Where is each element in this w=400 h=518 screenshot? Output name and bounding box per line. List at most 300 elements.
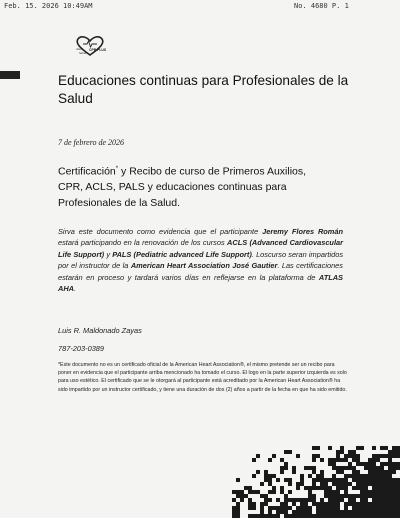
pattern-cell	[360, 502, 364, 506]
pattern-cell	[388, 502, 392, 506]
pattern-cell	[260, 514, 264, 518]
pattern-cell	[364, 486, 368, 490]
pattern-cell	[344, 486, 348, 490]
pattern-cell	[312, 478, 316, 482]
pattern-cell	[336, 482, 340, 486]
pattern-cell	[324, 490, 328, 494]
pattern-cell	[340, 494, 344, 498]
pattern-cell	[288, 514, 292, 518]
pattern-cell	[328, 446, 332, 450]
cert-title-part1: Certificación	[58, 165, 116, 178]
pattern-cell	[368, 502, 372, 506]
pattern-cell	[360, 498, 364, 502]
pattern-cell	[392, 446, 396, 450]
pattern-cell	[380, 466, 384, 470]
pattern-cell	[360, 474, 364, 478]
pattern-cell	[396, 478, 400, 482]
pattern-cell	[344, 502, 348, 506]
pattern-cell	[384, 494, 388, 498]
pattern-cell	[396, 510, 400, 514]
decorative-checker-pattern	[232, 446, 400, 518]
pattern-cell	[324, 514, 328, 518]
pattern-cell	[376, 470, 380, 474]
pattern-cell	[296, 486, 300, 490]
footnote-marker: *	[115, 166, 119, 172]
pattern-cell	[308, 466, 312, 470]
pattern-cell	[292, 514, 296, 518]
pattern-cell	[384, 498, 388, 502]
heart-logo-icon	[70, 33, 110, 61]
pattern-cell	[280, 486, 284, 490]
pattern-cell	[380, 502, 384, 506]
pattern-cell	[284, 498, 288, 502]
pattern-cell	[380, 514, 384, 518]
instructor-name: American Heart Association José Gautier	[130, 261, 278, 271]
pattern-cell	[232, 514, 236, 518]
pattern-cell	[380, 462, 384, 466]
pattern-cell	[384, 470, 388, 474]
certification-body	[58, 226, 343, 294]
pattern-cell	[248, 490, 252, 494]
pattern-cell	[316, 510, 320, 514]
pattern-cell	[380, 482, 384, 486]
pattern-cell	[268, 490, 272, 494]
pattern-cell	[264, 478, 268, 482]
pattern-cell	[348, 454, 352, 458]
pattern-cell	[352, 514, 356, 518]
pattern-cell	[384, 502, 388, 506]
pattern-cell	[292, 498, 296, 502]
pattern-cell	[368, 478, 372, 482]
pattern-cell	[344, 454, 348, 458]
pattern-cell	[356, 502, 360, 506]
pattern-cell	[360, 486, 364, 490]
pattern-cell	[384, 454, 388, 458]
pattern-cell	[236, 494, 240, 498]
pattern-cell	[248, 486, 252, 490]
pattern-cell	[352, 478, 356, 482]
pattern-cell	[320, 502, 324, 506]
pattern-cell	[300, 478, 304, 482]
pattern-cell	[348, 474, 352, 478]
pattern-cell	[372, 454, 376, 458]
pattern-cell	[332, 514, 336, 518]
pattern-cell	[344, 482, 348, 486]
pattern-cell	[376, 454, 380, 458]
pattern-cell	[316, 478, 320, 482]
pattern-cell	[256, 490, 260, 494]
pattern-cell	[344, 478, 348, 482]
pattern-cell	[388, 462, 392, 466]
pattern-cell	[332, 466, 336, 470]
pattern-cell	[248, 506, 252, 510]
pattern-cell	[388, 482, 392, 486]
pattern-cell	[272, 490, 276, 494]
pattern-cell	[348, 510, 352, 514]
pattern-cell	[380, 478, 384, 482]
pattern-cell	[308, 514, 312, 518]
pattern-cell	[312, 458, 316, 462]
pattern-cell	[256, 514, 260, 518]
pattern-cell	[356, 494, 360, 498]
pattern-cell	[372, 506, 376, 510]
pattern-cell	[392, 506, 396, 510]
pattern-cell	[340, 470, 344, 474]
pattern-cell	[304, 498, 308, 502]
body-segment-2: estará participando en la renovación de los cursos	[58, 238, 228, 248]
pattern-cell	[304, 514, 308, 518]
pattern-cell	[260, 494, 264, 498]
pattern-cell	[292, 470, 296, 474]
pattern-cell	[252, 458, 256, 462]
pattern-cell	[376, 482, 380, 486]
pattern-cell	[332, 502, 336, 506]
signer-name: Luis R. Maldonado Zayas	[58, 326, 142, 335]
pattern-cell	[380, 510, 384, 514]
pattern-cell	[376, 506, 380, 510]
pattern-cell	[320, 510, 324, 514]
pattern-cell	[372, 494, 376, 498]
pattern-cell	[284, 506, 288, 510]
pattern-cell	[256, 470, 260, 474]
pattern-cell	[392, 470, 396, 474]
pattern-cell	[336, 478, 340, 482]
pattern-cell	[320, 474, 324, 478]
pattern-cell	[312, 446, 316, 450]
pattern-cell	[388, 466, 392, 470]
pattern-cell	[288, 498, 292, 502]
pattern-cell	[312, 482, 316, 486]
pattern-cell	[356, 462, 360, 466]
pattern-cell	[248, 502, 252, 506]
pattern-cell	[316, 502, 320, 506]
pattern-cell	[340, 498, 344, 502]
pattern-cell	[332, 474, 336, 478]
pattern-cell	[380, 486, 384, 490]
pattern-cell	[372, 482, 376, 486]
pattern-cell	[296, 506, 300, 510]
pattern-cell	[396, 506, 400, 510]
pattern-cell	[328, 502, 332, 506]
pattern-cell	[368, 510, 372, 514]
pattern-cell	[268, 514, 272, 518]
pattern-cell	[348, 494, 352, 498]
pattern-cell	[264, 502, 268, 506]
pattern-cell	[248, 514, 252, 518]
pattern-cell	[396, 494, 400, 498]
pattern-cell	[324, 494, 328, 498]
pattern-cell	[236, 510, 240, 514]
pattern-cell	[304, 466, 308, 470]
pattern-cell	[268, 506, 272, 510]
pattern-cell	[316, 446, 320, 450]
pattern-cell	[260, 482, 264, 486]
pattern-cell	[392, 482, 396, 486]
pattern-cell	[336, 458, 340, 462]
pattern-cell	[352, 466, 356, 470]
pattern-cell	[364, 514, 368, 518]
pattern-cell	[244, 486, 248, 490]
pattern-cell	[280, 466, 284, 470]
pattern-cell	[356, 454, 360, 458]
pattern-cell	[252, 514, 256, 518]
pattern-cell	[336, 502, 340, 506]
pattern-cell	[364, 482, 368, 486]
pattern-cell	[232, 510, 236, 514]
pattern-cell	[364, 466, 368, 470]
pattern-cell	[336, 494, 340, 498]
pattern-cell	[396, 466, 400, 470]
body-segment-3: y	[104, 249, 113, 259]
pattern-cell	[328, 510, 332, 514]
pattern-cell	[288, 482, 292, 486]
pattern-cell	[344, 506, 348, 510]
pattern-cell	[312, 502, 316, 506]
pattern-cell	[316, 474, 320, 478]
pattern-cell	[308, 498, 312, 502]
logo-text-3: CPR PLUS	[89, 48, 107, 52]
pattern-cell	[344, 490, 348, 494]
pattern-cell	[352, 502, 356, 506]
pattern-cell	[340, 466, 344, 470]
logo-text-2: Salud	[79, 51, 87, 55]
pattern-cell	[276, 510, 280, 514]
pattern-cell	[264, 498, 268, 502]
pattern-cell	[336, 466, 340, 470]
pattern-cell	[396, 502, 400, 506]
pattern-cell	[260, 502, 264, 506]
pattern-cell	[240, 490, 244, 494]
pattern-cell	[320, 486, 324, 490]
pattern-cell	[288, 506, 292, 510]
pattern-cell	[292, 466, 296, 470]
pattern-cell	[284, 478, 288, 482]
pattern-cell	[320, 470, 324, 474]
pattern-cell	[356, 482, 360, 486]
pattern-cell	[340, 478, 344, 482]
pattern-cell	[328, 486, 332, 490]
pattern-cell	[388, 458, 392, 462]
pattern-cell	[368, 514, 372, 518]
pattern-cell	[336, 490, 340, 494]
pattern-cell	[356, 506, 360, 510]
pattern-cell	[384, 474, 388, 478]
body-segment-1: Sirva este documento como evidencia que el participante	[58, 227, 263, 236]
pattern-cell	[232, 498, 236, 502]
pattern-cell	[372, 458, 376, 462]
pattern-cell	[348, 482, 352, 486]
pattern-cell	[388, 470, 392, 474]
pattern-cell	[364, 490, 368, 494]
pattern-cell	[248, 498, 252, 502]
pattern-cell	[368, 458, 372, 462]
pattern-cell	[376, 490, 380, 494]
pattern-cell	[272, 474, 276, 478]
pattern-cell	[332, 506, 336, 510]
pattern-cell	[304, 502, 308, 506]
pattern-cell	[340, 482, 344, 486]
pattern-cell	[344, 494, 348, 498]
pattern-cell	[280, 506, 284, 510]
pattern-cell	[328, 490, 332, 494]
pattern-cell	[396, 446, 400, 450]
page-title: Educaciones continuas para Profesionales de la Salud	[58, 73, 349, 106]
pattern-cell	[336, 486, 340, 490]
pattern-cell	[236, 478, 240, 482]
pattern-cell	[368, 490, 372, 494]
pattern-cell	[336, 510, 340, 514]
pattern-cell	[372, 466, 376, 470]
cert-title-part2: y Recibo de curso de Primeros Auxilios, CPR, ACLS, PALS y educaciones continuas para Profesionales de la Salud.	[58, 165, 307, 209]
pattern-cell	[252, 506, 256, 510]
pattern-cell	[372, 490, 376, 494]
pattern-cell	[376, 498, 380, 502]
pattern-cell	[320, 498, 324, 502]
pattern-cell	[396, 462, 400, 466]
pattern-cell	[284, 450, 288, 454]
pattern-cell	[268, 482, 272, 486]
pattern-cell	[308, 494, 312, 498]
pattern-cell	[388, 494, 392, 498]
body-segment-5: . Las certificaciones estarán en proceso y tardará varios días en reflejarse en la plataforma de	[58, 261, 343, 282]
pattern-cell	[328, 494, 332, 498]
pattern-cell	[328, 458, 332, 462]
pattern-cell	[240, 498, 244, 502]
pattern-cell	[300, 514, 304, 518]
pattern-cell	[296, 482, 300, 486]
pattern-cell	[316, 454, 320, 458]
pattern-cell	[352, 510, 356, 514]
pattern-cell	[392, 490, 396, 494]
pattern-cell	[364, 478, 368, 482]
pattern-cell	[360, 478, 364, 482]
pattern-cell	[392, 502, 396, 506]
pattern-cell	[356, 478, 360, 482]
pattern-cell	[392, 478, 396, 482]
pattern-cell	[360, 482, 364, 486]
pattern-cell	[356, 474, 360, 478]
certification-heading	[58, 162, 328, 211]
pattern-cell	[348, 502, 352, 506]
pattern-cell	[312, 466, 316, 470]
pattern-cell	[320, 458, 324, 462]
pattern-cell	[372, 514, 376, 518]
pattern-cell	[236, 506, 240, 510]
pattern-cell	[384, 446, 388, 450]
pattern-cell	[268, 498, 272, 502]
pattern-cell	[268, 478, 272, 482]
pattern-cell	[356, 470, 360, 474]
pattern-cell	[368, 474, 372, 478]
pattern-cell	[264, 470, 268, 474]
pattern-cell	[392, 498, 396, 502]
pattern-cell	[296, 454, 300, 458]
pattern-cell	[308, 486, 312, 490]
pattern-cell	[272, 454, 276, 458]
pattern-cell	[376, 502, 380, 506]
pattern-cell	[384, 478, 388, 482]
pattern-cell	[232, 490, 236, 494]
pattern-cell	[304, 486, 308, 490]
pattern-cell	[328, 506, 332, 510]
pattern-cell	[344, 466, 348, 470]
pattern-cell	[376, 474, 380, 478]
pattern-cell	[292, 502, 296, 506]
pattern-cell	[388, 454, 392, 458]
pattern-cell	[332, 478, 336, 482]
pattern-cell	[316, 506, 320, 510]
pattern-cell	[340, 450, 344, 454]
pattern-cell	[312, 470, 316, 474]
pattern-cell	[312, 514, 316, 518]
pattern-cell	[324, 506, 328, 510]
document-date: 7 de febrero de 2026	[58, 138, 125, 147]
pattern-cell	[368, 462, 372, 466]
pattern-cell	[352, 494, 356, 498]
pattern-cell	[352, 470, 356, 474]
pattern-cell	[360, 446, 364, 450]
pattern-cell	[376, 486, 380, 490]
pattern-cell	[388, 474, 392, 478]
fax-header	[0, 0, 400, 12]
pattern-cell	[360, 510, 364, 514]
pattern-cell	[276, 498, 280, 502]
pattern-cell	[332, 510, 336, 514]
pattern-cell	[392, 494, 396, 498]
pattern-cell	[272, 486, 276, 490]
pattern-cell	[260, 510, 264, 514]
pattern-cell	[300, 510, 304, 514]
pattern-cell	[264, 514, 268, 518]
pattern-cell	[312, 498, 316, 502]
pattern-cell	[340, 514, 344, 518]
pattern-cell	[236, 514, 240, 518]
pattern-cell	[376, 478, 380, 482]
pattern-cell	[312, 486, 316, 490]
pattern-cell	[356, 458, 360, 462]
pattern-cell	[348, 498, 352, 502]
pattern-cell	[368, 466, 372, 470]
pattern-cell	[348, 450, 352, 454]
pattern-cell	[300, 506, 304, 510]
pattern-cell	[388, 450, 392, 454]
pattern-cell	[396, 486, 400, 490]
pattern-cell	[236, 502, 240, 506]
pattern-cell	[256, 454, 260, 458]
pattern-cell	[336, 450, 340, 454]
pattern-cell	[284, 514, 288, 518]
pattern-cell	[268, 510, 272, 514]
pattern-cell	[364, 510, 368, 514]
pattern-cell	[388, 486, 392, 490]
pattern-cell	[268, 474, 272, 478]
pattern-cell	[296, 510, 300, 514]
pattern-cell	[368, 470, 372, 474]
pattern-cell	[332, 498, 336, 502]
participant-name: Jeremy Flores Román	[262, 227, 343, 236]
pattern-cell	[360, 490, 364, 494]
course-acls: ACLS (Advanced Cardiovascular Life Support)	[58, 238, 343, 259]
pattern-cell	[380, 498, 384, 502]
pattern-cell	[276, 514, 280, 518]
pattern-cell	[308, 510, 312, 514]
pattern-cell	[280, 510, 284, 514]
pattern-cell	[368, 494, 372, 498]
pattern-cell	[364, 474, 368, 478]
pattern-cell	[360, 462, 364, 466]
contact-phone: 787-203-0389	[58, 344, 105, 353]
pattern-cell	[388, 510, 392, 514]
